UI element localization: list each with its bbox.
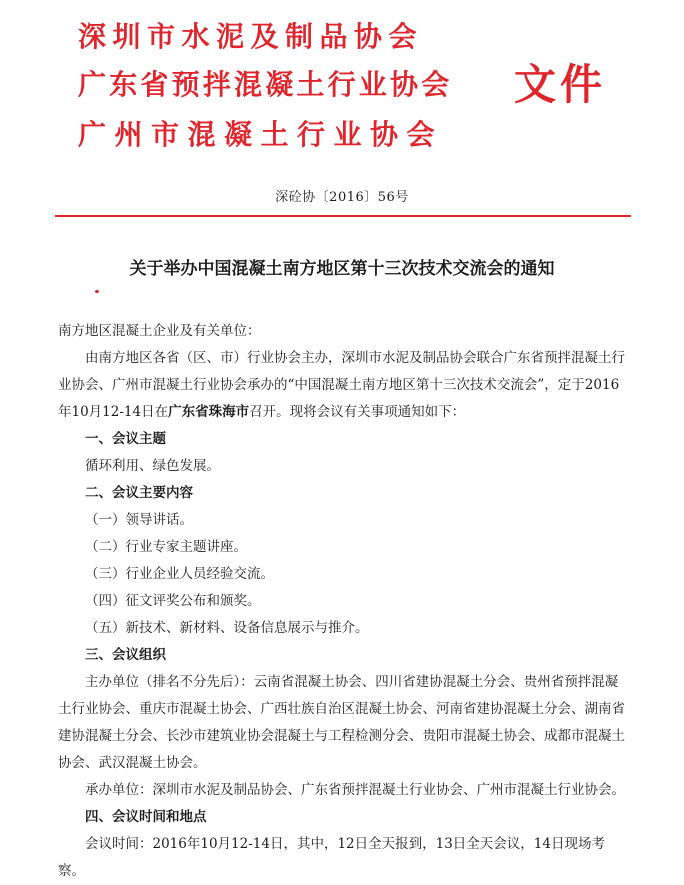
theme-text: 循环利用、绿色发展。	[85, 458, 220, 474]
issuing-org-2: 广东省预拌混凝土行业协会	[78, 68, 453, 101]
content-item: （五）新技术、新材料、设备信息展示与推介。	[85, 620, 369, 636]
salutation: 南方地区混凝土企业及有关单位：	[58, 323, 261, 339]
document-number: 深砼协〔2016〕56号	[275, 190, 409, 205]
meeting-location: 广东省珠海市	[168, 404, 250, 420]
content-item: （四）征文评奖公布和颁奖。	[85, 593, 261, 609]
notice-title: 关于举办中国混凝土南方地区第十三次技术交流会的通知	[129, 259, 555, 279]
red-mark	[95, 290, 99, 293]
document-type-label: 文件	[514, 60, 607, 109]
section-heading-time-place: 四、会议时间和地点	[85, 809, 207, 825]
section-heading-organization: 三、会议组织	[85, 647, 166, 663]
section-heading-content: 二、会议主要内容	[85, 485, 193, 501]
organizer-units-text: 承办单位：深圳市水泥及制品协会、广东省预拌混凝土行业协会、广州市混凝土行业协会。	[85, 782, 625, 798]
intro-paragraph	[58, 345, 628, 426]
host-units-text: 主办单位（排名不分先后）：云南省混凝土协会、四川省建协混凝土分会、贵州省预拌混凝土行业协会、重庆市混凝土协会、广西壮族自治区混凝土协会、河南省建协混凝土分会、湖南省建协混凝土分会、长沙市建筑业协会混凝土与工程检测分会、贵阳市混凝土协会、成都市混凝土协会、武汉混凝土协会。	[58, 674, 625, 771]
meeting-time-text: 会议时间：2016年10月12-14日，其中，12日全天报到，13日全天会议，14日现场考察。	[58, 836, 605, 879]
header-divider	[55, 215, 631, 217]
intro-text-after: 召开。现将会议有关事项通知如下：	[249, 404, 466, 420]
content-item: （一）领导讲话。	[85, 512, 193, 528]
issuing-org-3: 广州市混凝土行业协会	[78, 118, 444, 151]
section-heading-theme: 一、会议主题	[85, 431, 166, 447]
notice-body	[58, 318, 628, 885]
content-item: （二）行业专家主题讲座。	[85, 539, 247, 555]
intro-text-before: 由南方地区各省（区、市）行业协会主办，深圳市水泥及制品协会联合广东省预拌混凝土行业协会、广州市混凝土行业协会承办的“中国混凝土南方地区第十三次技术交流会”，定于2016年10月12-14日在	[58, 350, 625, 420]
content-item: （三）行业企业人员经验交流。	[85, 566, 274, 582]
issuing-org-1: 深圳市水泥及制品协会	[78, 20, 424, 53]
